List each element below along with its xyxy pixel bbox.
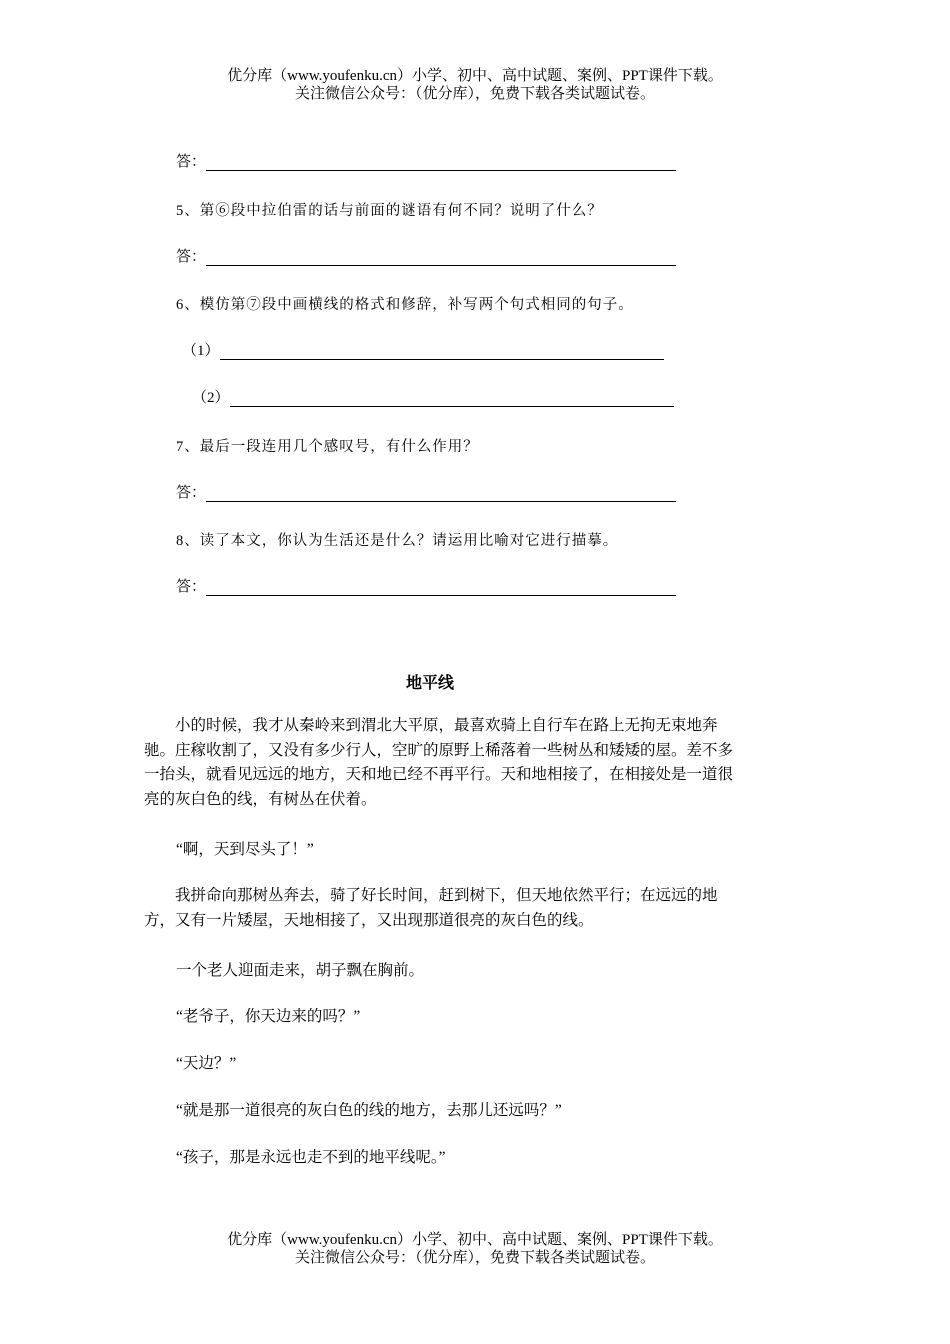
article-paragraph-2: “啊，天到尽头了！” bbox=[176, 841, 314, 858]
answer-line-5 bbox=[176, 245, 676, 266]
footer-line-2: 关注微信公众号：（优分库），免费下载各类试题试卷。 bbox=[294, 1250, 655, 1266]
article-paragraph-1: 小的时候，我才从秦岭来到渭北大平原，最喜欢骑上自行车在路上无拘无束地奔驰。庄稼收割了，又没有多少行人，空旷的原野上稀落着一些树丛和矮矮的屋。差不多一抬头，就看见远远的地方，天和地已经不再平行。天和地相接了，在相接处是一道很亮的灰白色的线，有树丛在伏着。 bbox=[144, 717, 734, 808]
article-title: 地平线 bbox=[405, 673, 454, 692]
answer-underline bbox=[206, 156, 676, 171]
question-6: 6、模仿第⑦段中画横线的格式和修辞，补写两个句式相同的句子。 bbox=[176, 297, 634, 313]
answer-underline bbox=[220, 345, 664, 360]
answer-underline bbox=[206, 251, 676, 266]
answer-line-7 bbox=[176, 481, 676, 502]
question-7: 7、最后一段连用几个感叹号，有什么作用？ bbox=[176, 439, 479, 455]
answer-label: 答： bbox=[176, 579, 207, 595]
article-paragraph-3: 我拼命向那树丛奔去，骑了好长时间，赶到树下，但天地依然平行；在远远的地方，又有一片矮屋，天地相接了，又出现那道很亮的灰白色的线。 bbox=[144, 887, 718, 929]
question-8: 8、读了本文，你认为生活还是什么？请运用比喻对它进行描摹。 bbox=[176, 533, 619, 549]
item-label-1: （1） bbox=[182, 343, 220, 359]
question-5: 5、第⑥段中拉伯雷的话与前面的谜语有何不同？说明了什么？ bbox=[176, 203, 603, 219]
footer-line-1: 优分库（www.youfenku.cn）小学、初中、高中试题、案例、PPT课件下载。 bbox=[227, 1232, 723, 1248]
answer-line-6-1 bbox=[182, 339, 664, 360]
answer-underline bbox=[206, 581, 676, 596]
page-header bbox=[0, 67, 950, 103]
answer-line-4 bbox=[176, 150, 676, 171]
answer-label: 答： bbox=[176, 485, 207, 501]
item-label-2: （2） bbox=[192, 390, 230, 406]
header-line-2: 关注微信公众号：（优分库），免费下载各类试题试卷。 bbox=[294, 86, 655, 102]
answer-line-6-2 bbox=[192, 386, 674, 407]
answer-line-8 bbox=[176, 575, 676, 596]
answer-label: 答： bbox=[176, 249, 207, 265]
header-line-1: 优分库（www.youfenku.cn）小学、初中、高中试题、案例、PPT课件下载。 bbox=[227, 68, 723, 84]
article-paragraph-4: 一个老人迎面走来，胡子飘在胸前。 bbox=[176, 962, 425, 979]
answer-label: 答： bbox=[176, 154, 207, 170]
article-paragraph-8: “孩子，那是永远也走不到的地平线呢。” bbox=[176, 1149, 446, 1166]
article-paragraph-5: “老爷子，你天边来的吗？” bbox=[176, 1008, 361, 1025]
answer-underline bbox=[230, 392, 674, 407]
page-footer bbox=[0, 1231, 950, 1267]
article-paragraph-7: “就是那一道很亮的灰白色的线的地方，去那儿还远吗？” bbox=[176, 1102, 562, 1119]
article-paragraph-6: “天边？” bbox=[176, 1055, 237, 1072]
answer-underline bbox=[206, 487, 676, 502]
